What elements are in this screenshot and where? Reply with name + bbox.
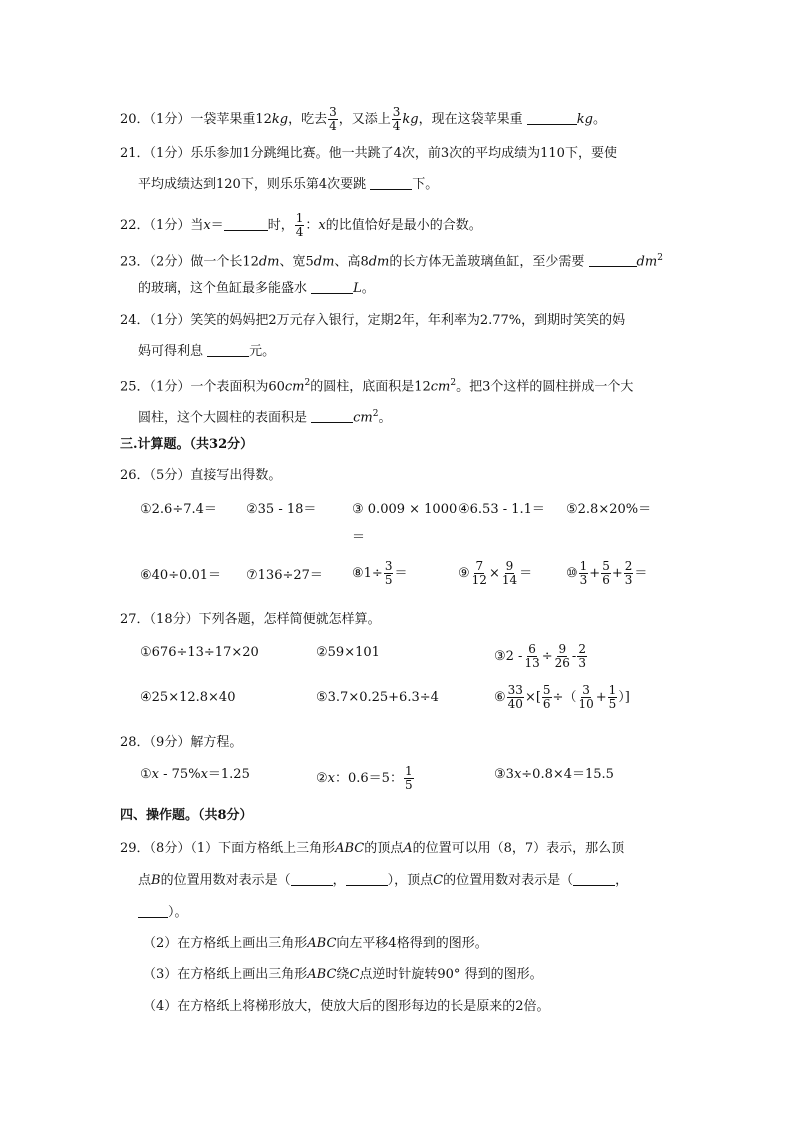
- answer-blank[interactable]: [224, 216, 268, 231]
- q28-item-2: [316, 765, 415, 792]
- numerator: 33: [507, 683, 523, 697]
- q27-item-6: [494, 684, 630, 711]
- answer-blank[interactable]: [589, 252, 637, 267]
- answer-blank[interactable]: [346, 871, 388, 886]
- q29-text: 的顶点: [364, 841, 404, 856]
- q27-item-4: ④25×12.8×40: [140, 690, 236, 705]
- numerator: 1: [404, 764, 413, 778]
- operator: ÷（: [552, 690, 577, 705]
- q21-text: 平均成绩达到120下，则乐乐第4次要跳: [138, 177, 367, 192]
- fraction: [608, 684, 618, 711]
- q21-text: 下。: [412, 177, 439, 192]
- denominator: 10: [578, 697, 594, 711]
- answer-blank[interactable]: [291, 871, 333, 886]
- q26-item-9: [458, 560, 532, 587]
- triangle-label: ABC: [335, 841, 365, 856]
- question-26-heading: 26．（5分）直接写出得数。: [120, 468, 282, 483]
- unit: cm: [430, 379, 451, 395]
- q26-text: ⑨: [458, 566, 470, 581]
- q26-text: ⑧1÷: [352, 566, 383, 581]
- operator: ×: [488, 566, 500, 581]
- denominator: 6: [542, 697, 551, 711]
- operator: +: [611, 566, 623, 581]
- q29-text: （2）在方格纸上画出三角形: [143, 936, 308, 951]
- numerator: 3: [329, 105, 337, 119]
- q26-text: ＝: [394, 566, 408, 581]
- superscript: 2: [372, 409, 379, 419]
- answer-blank[interactable]: [207, 342, 249, 357]
- q27-text: ）]: [618, 690, 630, 705]
- q23-text: 。: [361, 281, 375, 296]
- q20-text: 。: [592, 112, 606, 127]
- unit: dm: [258, 254, 280, 270]
- answer-blank[interactable]: [138, 903, 168, 918]
- q20-text: ，吃去: [288, 112, 328, 127]
- unit: L: [353, 281, 362, 296]
- question-29-part3: [143, 965, 543, 985]
- q26-item-4: ④6.53 - 1.1＝: [458, 502, 545, 517]
- fraction: [624, 560, 634, 587]
- question-29-line2: [138, 871, 628, 891]
- question-29-part4: （4）在方格纸上将梯形放大，使放大后的图形每边的长是原来的2倍。: [143, 999, 550, 1014]
- q29-text: 点逆时针旋转90° 得到的图形。: [359, 967, 543, 982]
- q26-item-6: ⑥40÷0.01＝: [140, 568, 222, 583]
- fraction: [404, 765, 414, 792]
- question-25-line2: [138, 404, 392, 428]
- vertex-label: A: [403, 841, 413, 856]
- section-3-heading: 三.计算题。（共32分）: [120, 437, 254, 452]
- unit: cm: [353, 410, 373, 426]
- fraction: [579, 560, 589, 587]
- operator: ×[: [524, 690, 541, 705]
- superscript: 2: [304, 378, 311, 388]
- q28-text: ：0.6＝5：: [335, 771, 403, 786]
- question-20: [120, 106, 606, 133]
- q26-item-1: ①2.6÷7.4＝: [140, 502, 217, 517]
- q26-item-3: ③ 0.009 × 1000: [352, 502, 458, 517]
- denominator: 6: [602, 573, 610, 587]
- question-21-line1: 21．（1分）乐乐参加1分跳绳比赛。他一共跳了4次，前3次的平均成绩为110下，要使: [120, 146, 617, 161]
- fraction: [554, 643, 571, 670]
- answer-blank[interactable]: [311, 408, 353, 423]
- fraction: [523, 643, 540, 670]
- q23-text: 23．（2分）做一个长12: [120, 254, 259, 270]
- superscript: 2: [450, 378, 457, 388]
- q29-text: ，: [615, 873, 629, 888]
- numerator: 3: [582, 683, 590, 697]
- question-27-heading: 27．（18分）下列各题，怎样简便就怎样算。: [120, 612, 381, 627]
- q20-fraction: [392, 106, 402, 133]
- question-23-line2: [138, 279, 375, 299]
- denominator: 3: [579, 573, 588, 587]
- fraction: [542, 684, 552, 711]
- numerator: 5: [542, 683, 551, 697]
- q25-text: 圆柱，这个大圆柱的表面积是: [138, 410, 308, 426]
- q29-text: 29．（8分）（1）下面方格纸上三角形: [120, 841, 336, 856]
- q22-text: 22．（1分）当: [120, 218, 204, 233]
- q26-item-5: ⑤2.8×20%＝: [566, 502, 652, 517]
- answer-blank[interactable]: [527, 110, 577, 125]
- q27-item-3: [494, 643, 588, 670]
- q28-item-3: [494, 765, 614, 785]
- triangle-label: ABC: [307, 967, 337, 982]
- q28-text: ＝1.25: [207, 767, 250, 782]
- q20-unit: kg: [576, 112, 593, 127]
- operator: +: [589, 566, 601, 581]
- denominator: 3: [624, 573, 633, 587]
- denominator: 4: [392, 119, 401, 133]
- numerator: 7: [475, 559, 484, 573]
- q29-text: （3）在方格纸上画出三角形: [143, 967, 308, 982]
- answer-blank[interactable]: [573, 871, 615, 886]
- q27-text: ③2 -: [494, 649, 523, 664]
- vertex-label: C: [349, 967, 360, 982]
- fraction: [501, 560, 518, 587]
- q26-text: ⑩: [566, 566, 578, 581]
- q23-text: 、高8: [334, 254, 369, 270]
- q28-text: ③3: [494, 767, 514, 782]
- variable-x: x: [203, 218, 211, 233]
- denominator: 26: [554, 656, 570, 670]
- question-23-line1: [120, 248, 663, 272]
- q24-text: 元。: [249, 344, 276, 359]
- superscript: 2: [657, 253, 663, 263]
- q28-item-1: [140, 765, 250, 785]
- q27-item-2: ②59×101: [316, 645, 380, 660]
- denominator: 5: [404, 778, 413, 792]
- q29-text: ）。: [168, 905, 188, 920]
- q27-item-1: ①676÷13÷17×20: [140, 645, 259, 660]
- q23-text: 的长方体无盖玻璃鱼缸，至少需要: [389, 254, 585, 270]
- vertex-label: B: [151, 873, 161, 888]
- numerator: 1: [579, 559, 588, 573]
- numerator: 2: [578, 642, 586, 656]
- q27-item-5: ⑤3.7×0.25+6.3÷4: [316, 690, 439, 705]
- q22-text: ＝: [210, 218, 224, 233]
- q23-text: 、宽5: [279, 254, 314, 270]
- question-29-line1: [120, 839, 624, 859]
- answer-blank[interactable]: [311, 279, 353, 294]
- numerator: 9: [558, 642, 567, 656]
- numerator: 5: [602, 559, 610, 573]
- operator: +: [595, 690, 607, 705]
- question-21-line2: [138, 175, 438, 195]
- q26-text: ＝: [634, 566, 648, 581]
- vertex-label: C: [433, 873, 444, 888]
- fraction: [507, 684, 524, 711]
- denominator: 40: [507, 697, 523, 711]
- denominator: 5: [608, 697, 617, 711]
- q29-text: 点: [138, 873, 152, 888]
- q26-item-7: ⑦136÷27＝: [246, 568, 323, 583]
- q26-text: ＝: [519, 566, 533, 581]
- denominator: 4: [329, 119, 337, 133]
- q20-unit: kg: [271, 112, 289, 127]
- q29-text: 的位置可以用（8，7）表示，那么顶: [412, 841, 625, 856]
- denominator: 3: [578, 656, 586, 670]
- variable-x: x: [200, 767, 208, 782]
- question-22: [120, 212, 482, 239]
- denominator: 14: [501, 573, 518, 587]
- q25-text: 。: [378, 410, 392, 426]
- denominator: 5: [384, 573, 393, 587]
- q28-text: ②: [316, 771, 328, 786]
- q25-text: 25．（1分）一个表面积为60: [120, 379, 285, 395]
- fraction: [577, 643, 587, 670]
- q25-text: 。把3个这样的圆柱拼成一个大: [456, 379, 634, 395]
- q26-item-2: ②35 - 18＝: [246, 502, 317, 517]
- unit: dm: [313, 254, 335, 270]
- fraction: [577, 684, 594, 711]
- q25-text: 的圆柱，底面积是12: [310, 379, 431, 395]
- numerator: 2: [624, 559, 633, 573]
- question-29-part2: [143, 934, 488, 954]
- fraction: [384, 560, 394, 587]
- q26-item-3-equals: ＝: [352, 530, 366, 545]
- variable-x: x: [327, 771, 335, 786]
- q20-text: ，现在这袋苹果重: [418, 112, 523, 127]
- q20-text: ，又添上: [338, 112, 391, 127]
- q22-text: 时，: [267, 218, 294, 233]
- q28-text: - 75%: [159, 767, 201, 782]
- numerator: 6: [528, 642, 536, 656]
- q27-text: ⑥: [494, 690, 506, 705]
- numerator: 3: [384, 559, 393, 573]
- variable-x: x: [318, 218, 326, 233]
- q20-text: 20．（1分）一袋苹果重12: [120, 112, 272, 127]
- q29-text: ），顶点: [387, 873, 434, 888]
- q28-text: ÷0.8×4＝15.5: [521, 767, 614, 782]
- operator: ÷: [541, 649, 553, 664]
- q23-text: 的玻璃，这个鱼缸最多能盛水: [138, 281, 308, 296]
- fraction: [601, 560, 611, 587]
- fraction: [471, 560, 488, 587]
- q20-unit: kg: [402, 112, 419, 127]
- question-25-line1: [120, 373, 633, 397]
- denominator: 12: [471, 573, 487, 587]
- numerator: 9: [505, 559, 514, 573]
- unit: dm: [368, 254, 390, 270]
- q29-text: 绕: [336, 967, 350, 982]
- answer-blank[interactable]: [370, 175, 412, 190]
- numerator: 1: [295, 211, 304, 225]
- denominator: 13: [524, 656, 540, 670]
- q26-item-10: [566, 560, 647, 587]
- section-4-heading: 四、操作题。（共8分）: [120, 808, 253, 823]
- denominator: 4: [295, 225, 304, 239]
- unit: cm: [284, 379, 305, 395]
- unit: dm: [636, 254, 658, 270]
- q20-fraction: [328, 106, 338, 133]
- q29-text: 的位置用数对表示是（: [443, 873, 574, 888]
- q26-item-8: [352, 560, 407, 587]
- q29-text: 的位置用数对表示是（: [160, 873, 291, 888]
- q22-text: ：: [305, 218, 319, 233]
- numerator: 1: [608, 683, 617, 697]
- question-24-line1: 24．（1分）笑笑的妈妈把2万元存入银行，定期2年，年利率为2.77%，到期时笑笑的妈: [120, 313, 626, 328]
- q28-text: ①: [140, 767, 152, 782]
- q22-fraction: [295, 212, 305, 239]
- q24-text: 妈可得利息: [138, 344, 204, 359]
- question-29-line3: [138, 903, 188, 923]
- variable-x: x: [513, 767, 522, 782]
- q22-text: 的比值恰好是最小的合数。: [325, 218, 482, 233]
- q29-text: ，: [332, 873, 346, 888]
- q29-text: 向左平移4格得到的图形。: [336, 936, 488, 951]
- triangle-label: ABC: [307, 936, 337, 951]
- numerator: 3: [392, 105, 401, 119]
- variable-x: x: [151, 767, 159, 782]
- question-28-heading: 28．（9分）解方程。: [120, 735, 243, 750]
- question-24-line2: [138, 342, 275, 362]
- operator: -: [571, 649, 577, 664]
